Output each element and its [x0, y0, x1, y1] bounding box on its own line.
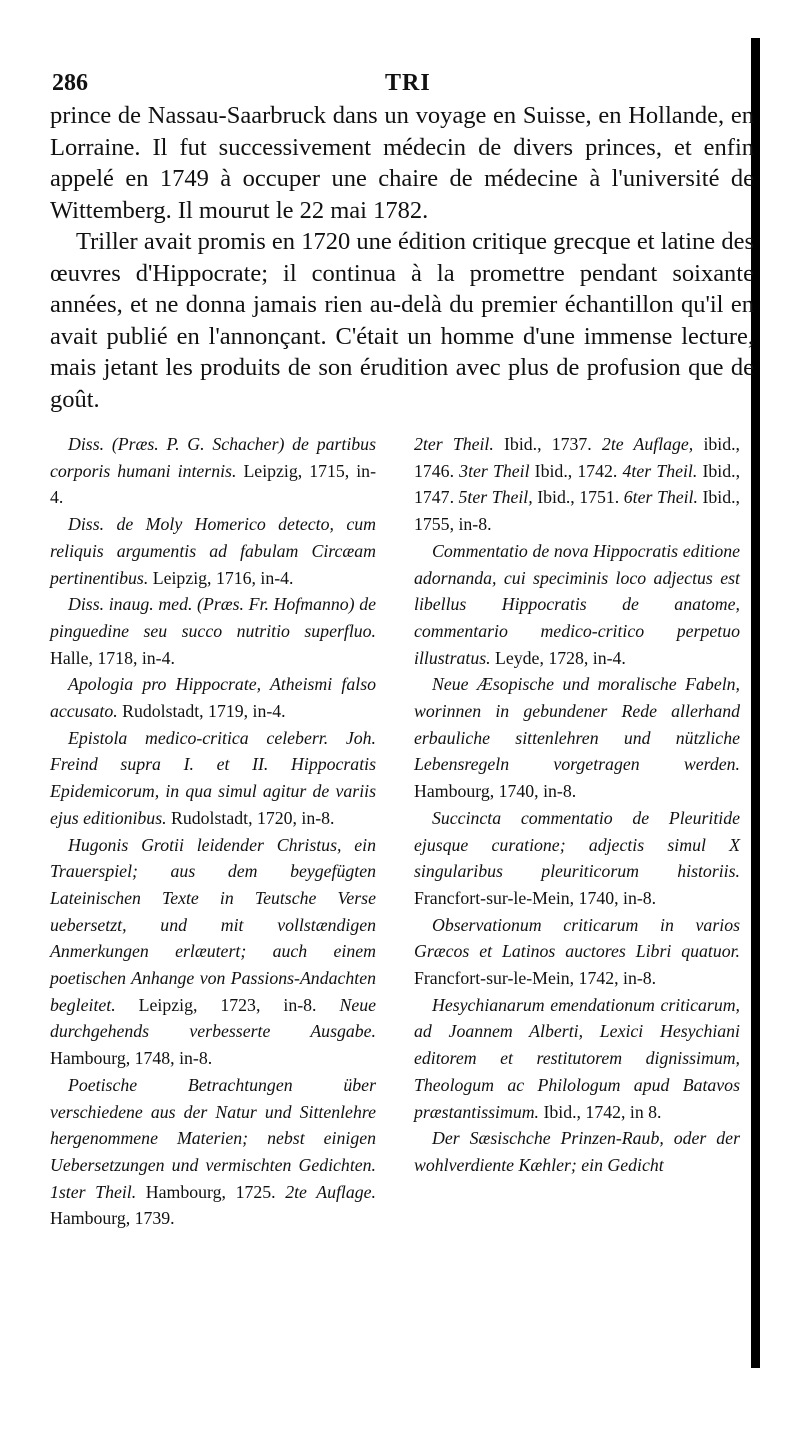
- entry-imprint: Ibid., 1751.: [532, 487, 624, 508]
- paragraph: prince de Nassau-Saarbruck dans un voyage en Suisse, en Hollande, en Lorraine. Il fut successivement médecin de divers princes, et enfin appelé en 1749 à occuper une chaire de médecine à l'université de Wittemberg. Il mourut le 22 mai 1782.: [50, 102, 754, 224]
- bibliography-entry: [50, 671, 376, 724]
- entry-imprint: Leipzig, 1716, in-4.: [148, 567, 294, 588]
- entry-title: Commentatio de nova Hippocratis editione adornanda, cui speciminis loco adjectus est libellus Hippocratis de anatome, commentario medico-critico perpetuo illustratus.: [414, 540, 740, 668]
- bibliography-entry: [414, 1125, 740, 1178]
- entry-imprint: Leipzig, 1715, in-4.: [50, 460, 376, 508]
- entry-title: Der Sæsischche Prinzen-Raub, oder der wohlverdiente Kæhler; ein Gedicht: [414, 1128, 740, 1175]
- entry-title: Diss. (Præs. P. G. Schacher) de partibus corporis humani internis.: [50, 434, 376, 481]
- bibliography-left-column: [50, 431, 376, 1232]
- entry-imprint: Halle, 1718, in-4.: [50, 647, 175, 668]
- entry-imprint: Rudolstadt, 1719, in-4.: [117, 701, 286, 722]
- entry-title: 5ter Theil,: [458, 487, 533, 508]
- entry-imprint: Hambourg, 1725.: [136, 1181, 286, 1202]
- bibliography-entry: [50, 832, 376, 1072]
- page-number: 286: [52, 70, 88, 96]
- bibliography-entry: [414, 431, 740, 538]
- entry-title: 6ter Theil.: [623, 487, 698, 508]
- entry-title: Neue Æsopische und moralische Fabeln, worinnen in gebundener Rede allerhand erbauliche sittenlehren und nützliche Lebensregeln vorgetragen werden.: [414, 674, 740, 775]
- running-head: TRI: [385, 70, 431, 96]
- entry-imprint: Leipzig, 1723, in-8.: [115, 994, 340, 1015]
- bibliography-entry: [50, 511, 376, 591]
- bibliography-entry: [414, 912, 740, 992]
- entry-imprint: Hambourg, 1748, in-8.: [50, 1048, 213, 1069]
- bibliography-right-column: [414, 431, 740, 1179]
- bibliography-columns: [50, 431, 756, 1431]
- book-page: [50, 70, 756, 1431]
- entry-imprint: Ibid., 1755, in-8.: [414, 487, 740, 535]
- entry-imprint: Rudolstadt, 1720, in-8.: [166, 807, 335, 828]
- entry-title: 3ter Theil: [459, 460, 530, 481]
- entry-title: Hesychianarum emendationum criticarum, ad Joannem Alberti, Lexici Hesychiani editorem et restitutorem dignissimum, Theologum ac Philologum apud Batavos præstantissimum.: [414, 994, 740, 1122]
- entry-title: 2ter Theil.: [414, 434, 494, 454]
- entry-title: 2te Auflage.: [285, 1181, 376, 1202]
- entry-title: 4ter Theil.: [622, 460, 698, 481]
- entry-title: Epistola medico-critica celeberr. Joh. Freind supra I. et II. Hippocratis Epidemicorum, in qua simul agitur de variis ejus editionibus.: [50, 727, 376, 828]
- entry-imprint: Hambourg, 1739.: [50, 1208, 175, 1229]
- entry-imprint: Ibid., 1737.: [493, 434, 602, 454]
- entry-imprint: Ibid., 1742.: [529, 460, 623, 481]
- bibliography-entry: [50, 591, 376, 671]
- entry-imprint: Ibid., 1747.: [414, 460, 741, 508]
- bibliography-entry: [414, 805, 740, 912]
- entry-title: Observationum criticarum in varios Græcos et Latinos auctores Libri quatuor.: [414, 914, 740, 962]
- entry-imprint: Hambourg, 1740, in-8.: [414, 781, 577, 802]
- biography-text: [50, 100, 756, 415]
- bibliography-entry: [50, 1072, 376, 1232]
- entry-title: Diss. inaug. med. (Præs. Fr. Hofmanno) de pinguedine seu succo nutritio superfluo.: [50, 594, 376, 641]
- entry-title: Diss. de Moly Homerico detecto, cum reliquis argumentis ad fabulam Circæam pertinentibus.: [50, 514, 376, 588]
- entry-imprint: Leyde, 1728, in-4.: [490, 647, 626, 668]
- entry-title: Hugonis Grotii leidender Christus, ein Trauerspiel; aus dem beygefügten Lateinischen Texte in Teutsche Verse uebersetzt, und mit vollstændigen Anmerkungen erlæutert; auch einem poetischen Anhange von Passions-Andachten begleitet.: [50, 834, 376, 1015]
- bibliography-entry: [414, 671, 740, 805]
- entry-title: Poetische Betrachtungen über verschiedene aus der Natur und Sittenlehre hergenommene Materien; nebst einigen Uebersetzungen und vermischten Gedichten. 1ster Theil.: [50, 1074, 376, 1202]
- paragraph: Triller avait promis en 1720 une édition critique grecque et latine des œuvres d'Hippocrate; il continua à la promettre pendant soixante années, et ne donna jamais rien au-delà du premier échantillon qu'il en avait publié en l'annonçant. C'était un homme d'une immense lecture, mais jetant les produits de son érudition avec plus de profusion que de goût.: [50, 228, 754, 413]
- bibliography-entry: [50, 725, 376, 832]
- entry-title: 2te Auflage,: [601, 434, 694, 454]
- entry-imprint: Francfort-sur-le-Mein, 1742, in-8.: [414, 968, 657, 989]
- entry-imprint: Ibid., 1742, in 8.: [539, 1101, 662, 1122]
- entry-title: Apologia pro Hippocrate, Atheismi falso accusato.: [50, 674, 376, 722]
- entry-title: Neue durchgehends verbesserte Ausgabe.: [50, 994, 376, 1042]
- entry-title: Succincta commentatio de Pleuritide ejusque curatione; adjectis simul X singularibus pleuriticorum historiis.: [414, 807, 740, 882]
- bibliography-entry: [414, 538, 740, 672]
- bibliography-entry: [50, 431, 376, 511]
- entry-imprint: Francfort-sur-le-Mein, 1740, in-8.: [414, 887, 657, 908]
- page-header: [50, 70, 756, 100]
- entry-imprint: ibid., 1746.: [414, 434, 740, 481]
- bibliography-entry: [414, 992, 740, 1126]
